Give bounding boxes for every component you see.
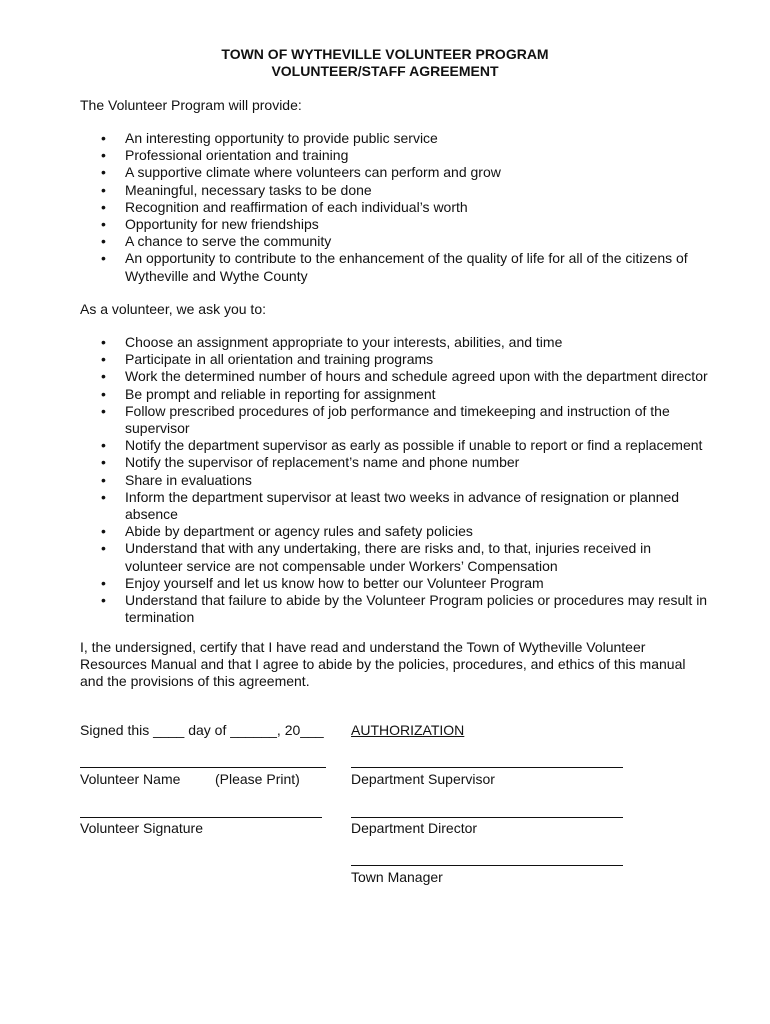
department-director-line <box>351 817 623 818</box>
department-supervisor-line <box>351 767 623 768</box>
list-item: • Abide by department or agency rules and safety policies <box>80 523 710 540</box>
town-manager-label: Town Manager <box>351 869 443 885</box>
volunteer-signature-line <box>80 817 322 818</box>
list-item: • Professional orientation and training <box>80 147 710 164</box>
volunteer-name-label: Volunteer Name <box>80 771 181 787</box>
list-item: • Follow prescribed procedures of job performance and timekeeping and instruction of the supervisor <box>80 403 710 437</box>
document-subtitle: VOLUNTEER/STAFF AGREEMENT <box>271 63 499 79</box>
list-item: • Understand that with any undertaking, there are risks and, to that, injuries received in volunteer service are not compensable under Workers’ Compensation <box>80 540 710 574</box>
list-item: • A chance to serve the community <box>80 233 710 250</box>
volunteer-signature-label: Volunteer Signature <box>80 820 203 836</box>
document-title: TOWN OF WYTHEVILLE VOLUNTEER PROGRAM <box>221 46 549 62</box>
list-item: • An interesting opportunity to provide public service <box>80 130 710 147</box>
list-item: • Choose an assignment appropriate to your interests, abilities, and time <box>80 334 710 351</box>
list-item: • Notify the supervisor of replacement’s name and phone number <box>80 454 710 471</box>
department-director-label: Department Director <box>351 820 478 836</box>
volunteer-name-line <box>80 767 326 768</box>
list-item: • Participate in all orientation and training programs <box>80 351 710 368</box>
signed-date-line: Signed this ____ day of ______, 20___ <box>80 722 324 738</box>
ask-intro: As a volunteer, we ask you to: <box>80 301 266 317</box>
authorization-heading: AUTHORIZATION <box>351 722 465 738</box>
certification-paragraph: I, the undersigned, certify that I have read and understand the Town of Wytheville Volunteer Resources Manual and that I agree to abide by the policies, procedures, and ethics of this manual and the provisions of this agreement. <box>80 639 686 689</box>
list-item: • Opportunity for new friendships <box>80 216 710 233</box>
department-supervisor-label: Department Supervisor <box>351 771 495 787</box>
list-item: • Share in evaluations <box>80 472 710 489</box>
list-item: • An opportunity to contribute to the enhancement of the quality of life for all of the citizens of Wytheville and Wythe County <box>80 250 710 284</box>
please-print-label: (Please Print) <box>215 771 300 787</box>
list-item: • Inform the department supervisor at least two weeks in advance of resignation or planned absence <box>80 489 710 523</box>
provide-intro: The Volunteer Program will provide: <box>80 97 302 113</box>
list-item: • Recognition and reaffirmation of each individual’s worth <box>80 199 710 216</box>
list-item: • Enjoy yourself and let us know how to better our Volunteer Program <box>80 575 710 592</box>
ask-list <box>80 334 710 626</box>
provide-list <box>80 130 710 285</box>
list-item: • Understand that failure to abide by the Volunteer Program policies or procedures may result in termination <box>80 592 710 626</box>
list-item: • A supportive climate where volunteers can perform and grow <box>80 164 710 181</box>
list-item: • Work the determined number of hours and schedule agreed upon with the department director <box>80 368 710 385</box>
town-manager-line <box>351 865 623 866</box>
list-item: • Be prompt and reliable in reporting for assignment <box>80 386 710 403</box>
list-item: • Meaningful, necessary tasks to be done <box>80 182 710 199</box>
list-item: • Notify the department supervisor as early as possible if unable to report or find a replacement <box>80 437 710 454</box>
